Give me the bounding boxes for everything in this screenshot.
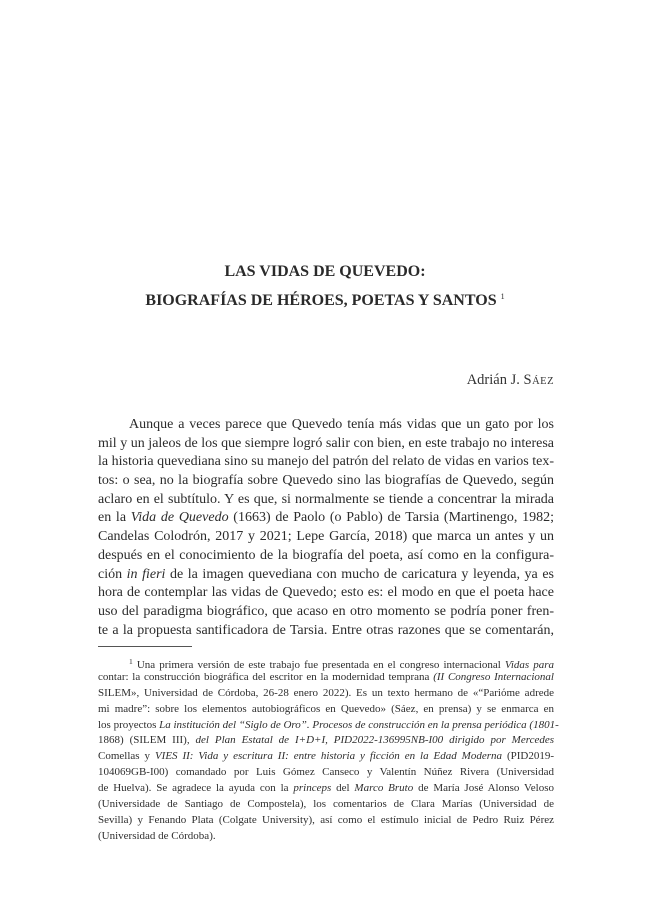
footnote-line [98, 654, 554, 670]
chapter-title [0, 259, 650, 313]
body-line [98, 566, 554, 585]
footnote-text: de Huelva). Se agradece la ayuda con la [98, 782, 294, 795]
body-text: hora de contemplar las vidas de Quevedo; esto es: el modo en que el poeta hace [98, 585, 554, 601]
body-line [98, 509, 554, 528]
chapter-title-line-2-text: BIOGRAFÍAS DE HÉROES, POETAS Y SANTOS [145, 292, 497, 309]
body-italic-text: Vida de Quevedo [130, 510, 229, 526]
body-text: te a la propuesta santificadora de Tarsia. Entre otras razones que se comentarán, [98, 622, 554, 638]
footnote-line [98, 670, 554, 686]
footnote-line [98, 797, 554, 813]
footnote-line [98, 686, 554, 702]
author-surname: SÁEZ [523, 372, 554, 388]
footnote-line [98, 702, 554, 718]
footnote-text: (Universidade de Santiago de Compostela), los comentarios de Clara Marías (Universidad de [98, 798, 554, 811]
body-line [98, 603, 554, 622]
body-line [98, 453, 554, 472]
body-text: aclaro en el subtítulo. Y es que, si normalmente se tiende a concentrar la mirada [98, 491, 554, 507]
body-text: la historia quevediana sino su manejo del patrón del relato de vidas en varios tex- [98, 454, 554, 470]
footnote-italic-text: Vidas para [504, 659, 554, 671]
body-line [98, 622, 554, 641]
body-italic-text: in fieri [126, 566, 166, 582]
footnote-text: Sevilla) y Fenando Plata (Colgate University), así como el estímulo inicial de Pedro Ruiz Pérez [98, 813, 554, 826]
footnote-text: 1868) (SILEM III) [98, 734, 187, 747]
body-text: uso del paradigma biográfico, que acaso en otro momento se podría poner fren- [98, 603, 554, 619]
footnote-text: Una primera versión de este trabajo fue presentada en el congreso internacional [136, 659, 505, 671]
footnote-line [98, 765, 554, 781]
body-text: Aunque a veces parece que Quevedo tenía más vidas que un gato por los [129, 417, 554, 432]
chapter-title-line-1: LAS VIDAS DE QUEVEDO: [224, 263, 426, 280]
footnote-line [98, 781, 554, 797]
author-given-name: Adrián J. [466, 372, 520, 388]
footnote-line [98, 813, 554, 829]
body-line [98, 435, 554, 454]
footnote [98, 654, 559, 845]
body-text: después en el conocimiento de la biografía del poeta, así como en la configura- [98, 547, 554, 563]
footnote-text: de María José Alonso Veloso [413, 782, 554, 795]
body-line [98, 547, 554, 566]
footnote-text: (Universidad de Córdoba). [98, 829, 216, 842]
body-line [98, 584, 554, 603]
body-text: en la [98, 510, 131, 526]
footnote-text: los proyectos [98, 718, 160, 731]
footnote-line [98, 749, 554, 765]
footnote-text: (PID2019- [502, 750, 554, 763]
body-text: mil y un jaleos de los que siempre logró salir con bien, en este trabajo no interesa [98, 435, 554, 451]
body-paragraph [98, 416, 554, 640]
body-line [98, 528, 554, 547]
footnote-text: mi madre”: sobre los elementos autobiográficos en Quevedo» (Sáez, en prensa) y se enmarca en [98, 702, 554, 715]
footnote-italic-text: (II Congreso Internacional [429, 670, 554, 683]
footnote-line [98, 718, 559, 734]
footnote-italic-text: princeps [293, 782, 332, 795]
footnote-line [98, 829, 554, 845]
body-line [98, 416, 554, 435]
footnote-text: contar: la construcción biográfica del escritor en la modernidad temprana [98, 670, 430, 683]
footnote-number: 1 [129, 657, 133, 666]
footnote-text: del [331, 782, 355, 795]
body-line [98, 472, 554, 491]
body-text: (1663) de Paolo (o Pablo) de Tarsia (Martinengo, 1982; [228, 510, 554, 526]
footnote-italic-text: La institución del “Siglo de Oro”. Procesos de construcción en la prensa periódica (1801- [159, 718, 559, 731]
footnote-text: Comellas y [98, 750, 155, 763]
body-text: ción [98, 566, 127, 582]
footnote-reference: 1 [500, 292, 505, 301]
footnote-italic-text: Marco Bruto [354, 782, 414, 795]
body-text: Candelas Colodrón, 2017 y 2021; Lepe García, 2018) que marca un antes y un [98, 529, 554, 545]
footnote-italic-text: VIES II: Vida y escritura II: entre historia y ficción en la Edad Moderna [154, 750, 502, 763]
footnote-text: SILEM», Universidad de Córdoba, 26-28 enero 2022). Es un texto hermano de «“Pariόme adrede [98, 686, 554, 699]
footnote-line [98, 733, 554, 749]
body-text: tos: o sea, no la biografía sobre Quevedo sino las biografías de Quevedo, según [98, 473, 554, 489]
chapter-title-line-2 [0, 284, 650, 313]
footnote-separator [98, 646, 192, 647]
author-name [467, 371, 554, 391]
body-text: de la imagen quevediana con mucho de caricatura y leyenda, ya es [165, 566, 554, 582]
footnote-italic-text: , del Plan Estatal de I+D+I, PID2022-136995NB-I00 dirigido por Mercedes [186, 734, 555, 747]
footnote-text: 104069GB-I00) comandado por Luis Gómez Canseco y Valentín Núñez Rivera (Universidad [98, 766, 554, 779]
body-line [98, 491, 554, 510]
